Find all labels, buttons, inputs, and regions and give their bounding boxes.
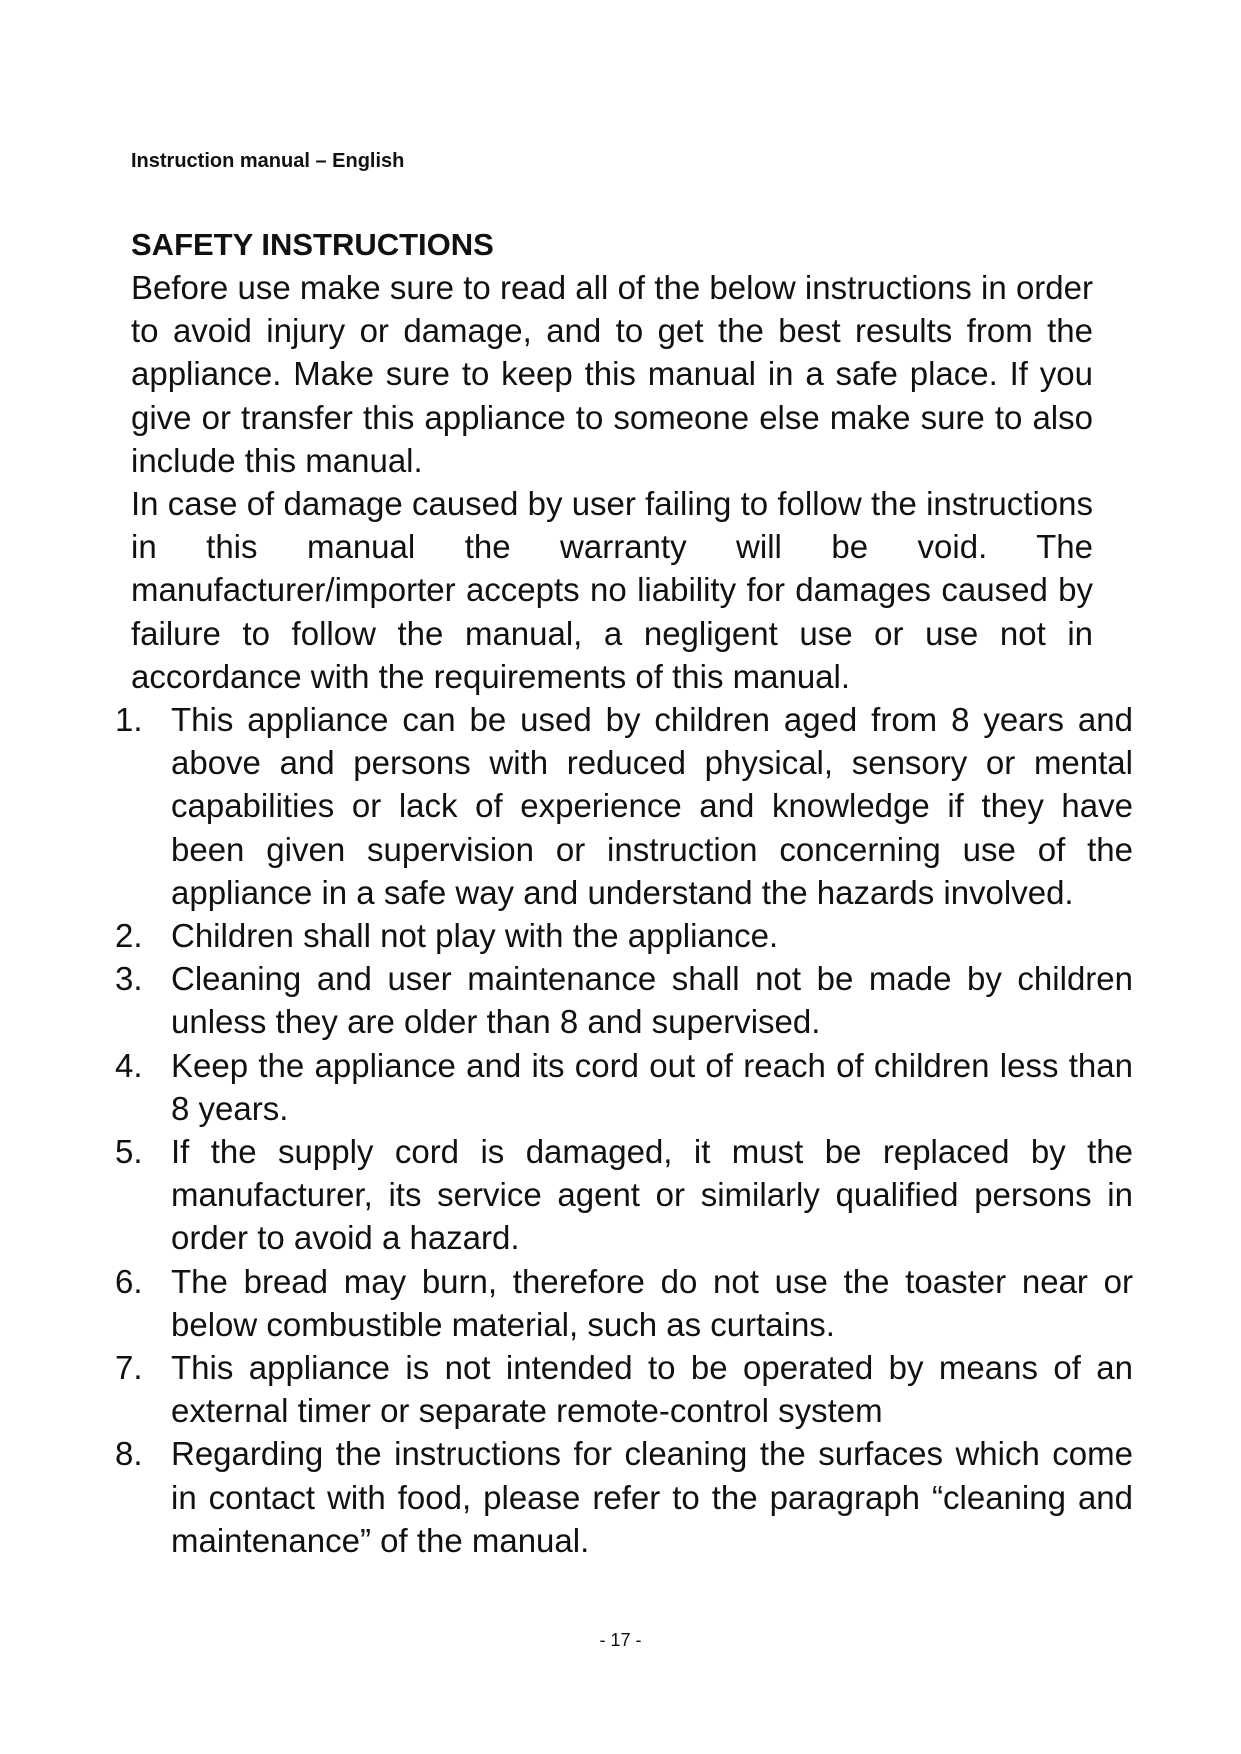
list-item-number: 5. [115,1133,143,1171]
page-number: - 17 - [599,1630,642,1650]
list-item-number: 8. [115,1435,143,1473]
safety-list [115,698,1133,1562]
list-item-number: 4. [115,1046,143,1084]
list-item-number: 3. [115,960,143,998]
list-item-text: The bread may burn, therefore do not use the toaster near or below combustible material, such as curtains. [171,1262,1133,1343]
list-item-text: Regarding the instructions for cleaning the surfaces which come in contact with food, please refer to the paragraph “cleaning and maintenance” of the manual. [171,1435,1133,1559]
list-item [115,957,1133,1043]
list-item [115,1130,1133,1260]
list-item-text: This appliance can be used by children aged from 8 years and above and persons with reduced physical, sensory or mental capabilities or lack of experience and knowledge if they have been given supervision or instruction concerning use of the appliance in a safe way and understand the hazards involved. [171,701,1133,911]
list-item-number: 7. [115,1349,143,1387]
list-item-text: Children shall not play with the appliance. [171,917,779,955]
section-title: SAFETY INSTRUCTIONS [131,227,494,262]
safety-section [115,223,1133,1562]
list-item [115,1432,1133,1562]
warranty-paragraph: In case of damage caused by user failing to follow the instructions in this manual the warranty will be void. The manufacturer/importer accepts no liability for damages caused by failure to follow the manual, a negligent use or use not in accordance with the requirements of this manual. [131,485,1093,695]
list-item [115,1346,1133,1432]
list-item-text: Keep the appliance and its cord out of reach of children less than 8 years. [171,1046,1133,1127]
list-item-text: Cleaning and user maintenance shall not be made by children unless they are older than 8 and supervised. [171,960,1133,1041]
list-item [115,1260,1133,1346]
intro-paragraph: Before use make sure to read all of the below instructions in order to avoid injury or damage, and to get the best results from the appliance. Make sure to keep this manual in a safe place. If you give or transfer this appliance to someone else make sure to also include this manual. [131,269,1093,479]
list-item-text: If the supply cord is damaged, it must be replaced by the manufacturer, its service agent or similarly qualified persons in order to avoid a hazard. [171,1133,1133,1257]
list-item [115,698,1133,914]
list-item-number: 6. [115,1262,143,1300]
list-item-number: 2. [115,917,143,955]
list-item [115,1044,1133,1130]
list-item-number: 1. [115,701,143,739]
list-item-text: This appliance is not intended to be operated by means of an external timer or separate remote-control system [171,1349,1133,1430]
running-header: Instruction manual – English [131,150,405,172]
list-item [115,914,1133,957]
